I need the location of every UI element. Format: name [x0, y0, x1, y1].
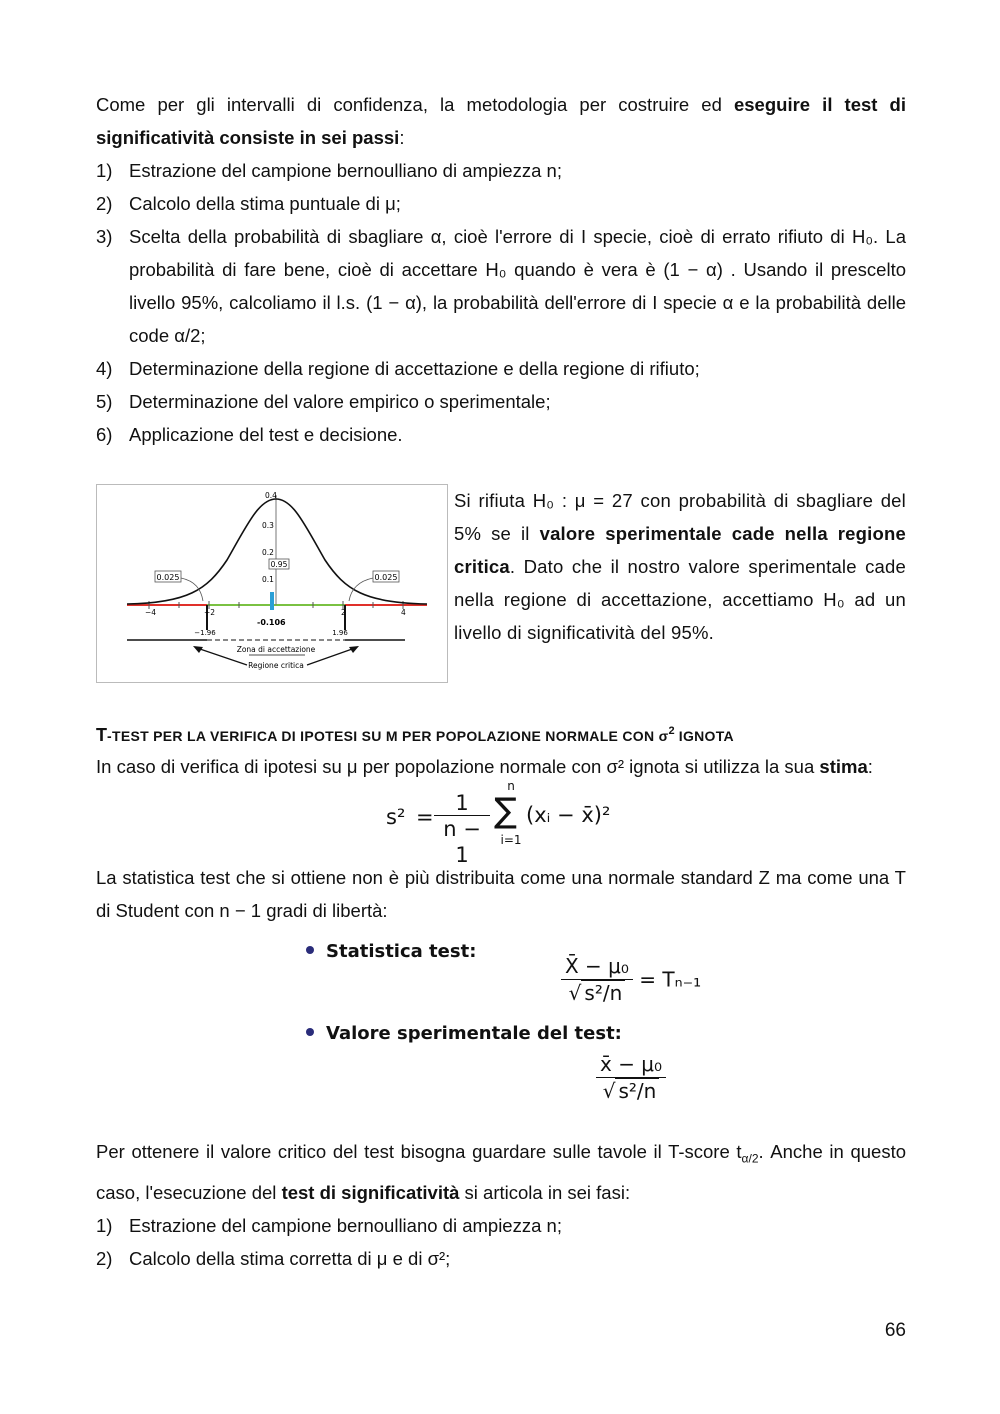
- steps-list-2: [96, 1209, 906, 1275]
- x-tick-label: 2: [341, 608, 346, 617]
- observed-bar: [270, 592, 274, 610]
- list-item: 4) Determinazione della regione di accettazione e della regione di rifiuto;: [96, 358, 700, 379]
- figure-row: [96, 484, 906, 683]
- section-heading: T-TEST PER LA VERIFICA DI IPOTESI SU M PER POPOLAZIONE NORMALE CON $\sigma^2$ IGNOTA: [96, 725, 734, 745]
- list-item: 5) Determinazione del valore empirico o sperimentale;: [96, 391, 551, 412]
- list-item: 1) Estrazione del campione bernoulliano di ampiezza n;: [96, 160, 562, 181]
- list-item: 3) Scelta della probabilità di sbagliare α, cioè l'errore di I specie, cioè di errato rifiuto di H₀. La probabilità di fare bene, cioè di accettare H₀ quando è vera è (1 − α) . Usando il prescelto livello 95%, calcoliamo il l.s. (1 − α), la probabilità dell'errore di I specie α e la probabilità delle code α/2;: [96, 226, 906, 346]
- statistica-formula: $\frac{\text{X̄ − μ₀}}{\text{√ s²/n}}$ = Tₙ₋₁: [561, 953, 701, 1006]
- intro-paragraph: [96, 88, 906, 154]
- tail-label-left: 0.025: [156, 573, 180, 582]
- zone-label: Zona di accettazione: [236, 645, 316, 654]
- bullet-formulas: [96, 941, 906, 1131]
- y-tick-label: 0.4: [265, 491, 277, 500]
- list-item: 2) Calcolo della stima puntuale di μ;: [96, 193, 401, 214]
- crit-label-right: 1.96: [332, 629, 348, 637]
- x-tick-label: 4: [401, 608, 406, 617]
- x-tick-label: −2: [204, 608, 216, 617]
- observed-label: -0.106: [257, 618, 286, 627]
- intro-end: :: [399, 127, 405, 148]
- bullet-dot: [306, 946, 314, 954]
- figure-caption-text: Si rifiuta H₀ : μ = 27 con probabilità di sbagliare del 5% se il valore sperimentale cade nella regione critica. Dato che il nostro valore sperimentale cade nella regione di accettazione, accettiamo H₀ ad un livello di significatività del 95%.: [454, 490, 906, 643]
- steps-list-1: [96, 154, 906, 451]
- list-item: 1) Estrazione del campione bernoulliano di ampiezza n;: [96, 1214, 562, 1236]
- paragraph-stima: In caso di verifica di ipotesi su μ per popolazione normale con σ² ignota si utilizza la sua stima:: [96, 756, 873, 777]
- bullet-statistica: Statistica test:: [306, 941, 476, 962]
- paragraph-tscore: Per ottenere il valore critico del test bisogna guardare sulle tavole il T-score $t_{\alpha/2}$. Anche in questo caso, l'esecuzione del test di significatività si articola in sei fasi:: [96, 1141, 906, 1203]
- x-tick-label: −4: [145, 608, 157, 617]
- formula-term: (xᵢ − x̄)²: [526, 803, 611, 827]
- region-label: Regione critica: [248, 661, 304, 670]
- formula-lhs: s²: [386, 805, 406, 829]
- valore-formula: $\frac{\text{x̄ − μ₀}}{\text{√ s²/n}}$: [596, 1051, 666, 1104]
- tail-label-right: 0.025: [374, 573, 398, 582]
- bell-curve: [127, 499, 427, 604]
- y-tick-label: 0.1: [262, 575, 274, 584]
- center-label: 0.95: [270, 560, 288, 569]
- s2-formula: s² = 1 n − 1 n ∑ i=1 (xᵢ − x̄)²: [386, 779, 611, 867]
- bullet-dot: [306, 1028, 314, 1036]
- y-tick-label: 0.2: [262, 548, 274, 557]
- normal-curve-svg: [97, 485, 447, 682]
- sum-symbol: ∑: [494, 791, 517, 831]
- page-number: 66: [884, 1320, 906, 1341]
- intro-bold: eseguire il test di significatività consiste in sei passi: [96, 94, 906, 148]
- intro-text: Come per gli intervalli di confidenza, la metodologia per costruire ed: [96, 94, 734, 115]
- y-tick-label: 0.3: [262, 521, 274, 530]
- page-content: [96, 88, 906, 1275]
- paragraph-student: La statistica test che si ottiene non è più distribuita come una normale standard Z ma come una T di Student con n − 1 gradi di libertà:: [96, 867, 906, 921]
- crit-label-left: −1.96: [194, 629, 216, 637]
- bullet-valore: Valore sperimentale del test:: [306, 1023, 622, 1044]
- tail-pointer-left: [181, 578, 203, 601]
- list-item: 2) Calcolo della stima corretta di μ e di σ²;: [96, 1247, 451, 1269]
- normal-distribution-figure: [96, 484, 448, 683]
- list-item: 6) Applicazione del test e decisione.: [96, 424, 403, 445]
